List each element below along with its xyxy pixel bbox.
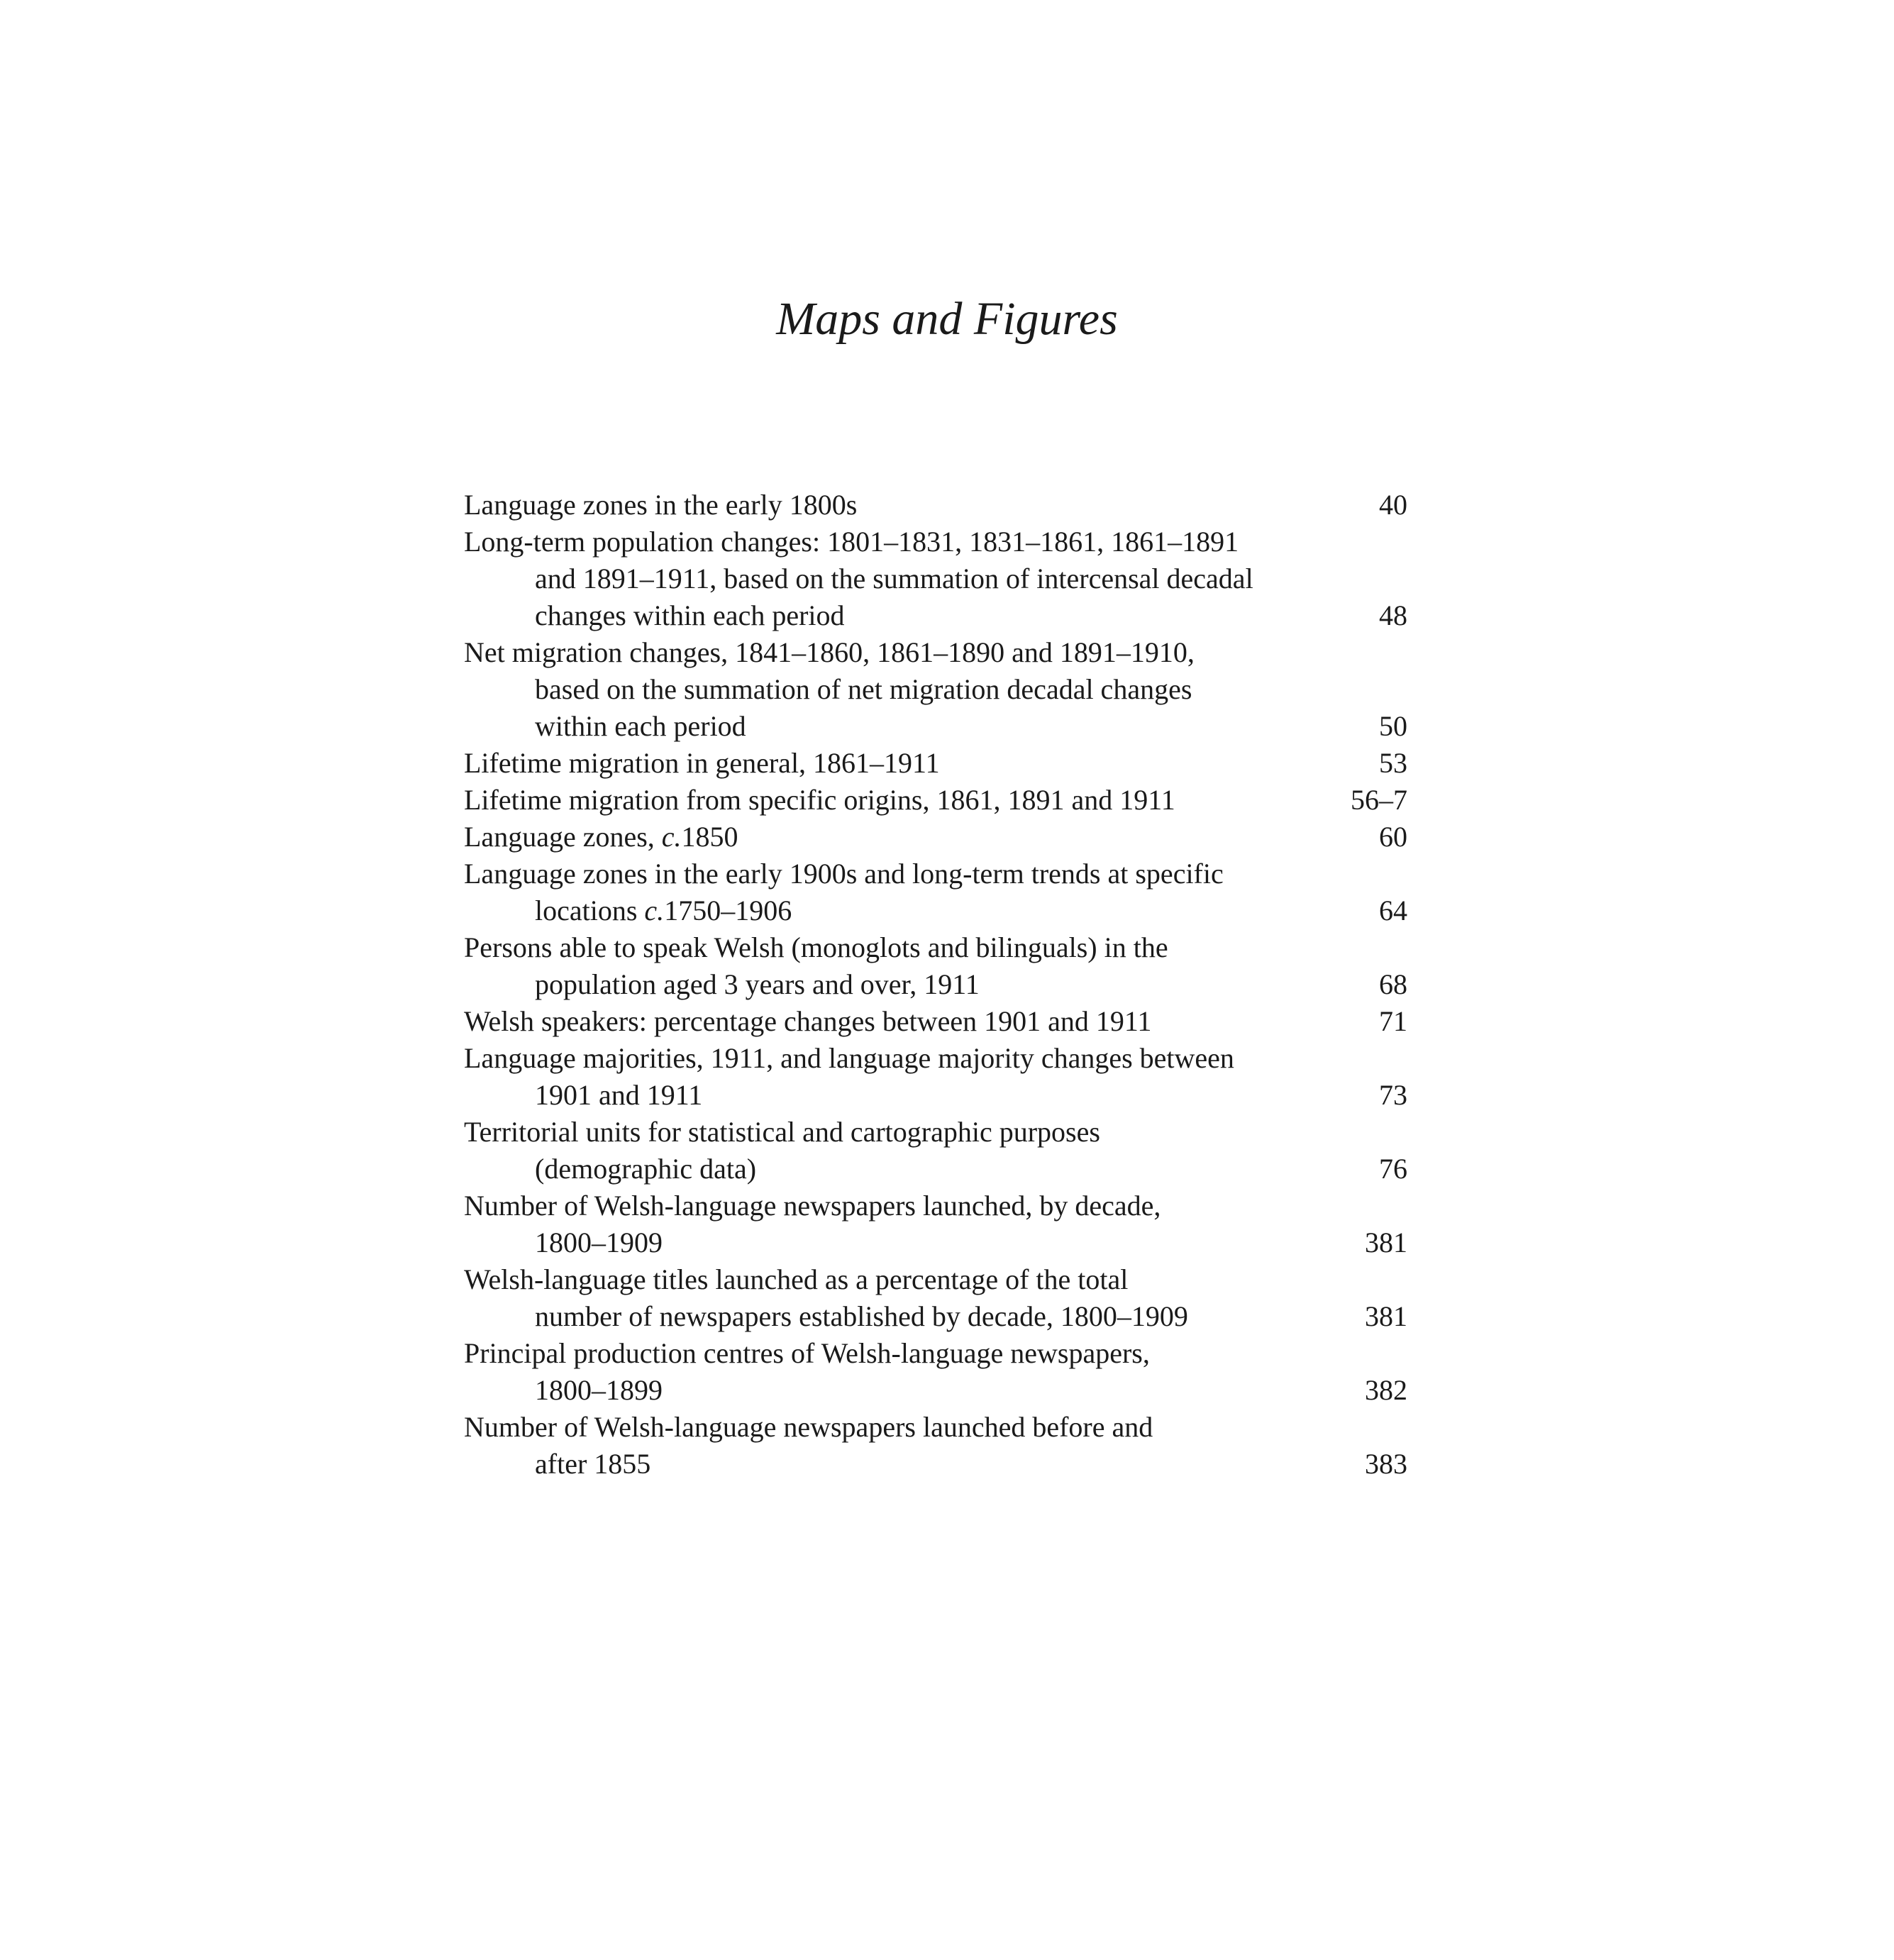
list-item: [464, 1187, 1407, 1261]
entry-title-text: Language majorities, 1911, and language majority changes between: [464, 1042, 1234, 1074]
list-item: [464, 487, 1407, 524]
list-item: [464, 634, 1407, 745]
entry-title-line: [464, 1409, 1315, 1446]
entry-title-text: Welsh speakers: percentage changes between 1901 and 1911: [464, 1005, 1152, 1037]
entry-title-line: [464, 819, 1315, 856]
list-item: [464, 1003, 1407, 1040]
page-number: 60: [1379, 821, 1407, 853]
page-number: 53: [1379, 747, 1407, 779]
entry-title-text: Persons able to speak Welsh (monoglots and bilinguals) in the: [464, 931, 1168, 963]
page-number: 71: [1379, 1005, 1407, 1037]
entry-title-text: 1850: [681, 821, 738, 853]
entry-title-text: Language zones in the early 1900s and long-term trends at specific: [464, 858, 1224, 890]
entry-title-line: [464, 929, 1315, 966]
entry-title-text: Territorial units for statistical and cartographic purposes: [464, 1116, 1100, 1148]
entry-title-line: [464, 782, 1315, 819]
entry-title-line: [464, 634, 1315, 671]
entry-title-text: changes within each period: [535, 599, 845, 631]
entry-title-line: [464, 708, 1315, 745]
entry-title-line: [464, 1003, 1315, 1040]
entry-title-text: 1750–1906: [664, 895, 792, 926]
list-item: [464, 1261, 1407, 1335]
entry-title-text: 1800–1909: [535, 1227, 663, 1258]
entry-title-text: Lifetime migration in general, 1861–1911: [464, 747, 940, 779]
entry-title-text: Number of Welsh-language newspapers launched, by decade,: [464, 1190, 1161, 1222]
entry-title-line: [464, 597, 1315, 634]
page-number: 56–7: [1351, 784, 1407, 816]
entry-title-text: 1901 and 1911: [535, 1079, 703, 1111]
page-number: 383: [1365, 1448, 1407, 1480]
list-item: [464, 1409, 1407, 1483]
page-number: 50: [1379, 710, 1407, 742]
entry-title-text: Lifetime migration from specific origins, 1861, 1891 and 1911: [464, 784, 1175, 816]
list-item: [464, 856, 1407, 929]
entry-title-line: [464, 892, 1315, 929]
page-title: Maps and Figures: [776, 293, 1118, 345]
entry-title-line: [464, 1446, 1315, 1483]
page-number: 68: [1379, 968, 1407, 1000]
entry-title-line: [464, 966, 1315, 1003]
entry-title-text: after 1855: [535, 1448, 651, 1480]
entry-title-line: [464, 671, 1315, 708]
page-number: 64: [1379, 895, 1407, 926]
entry-title-line: [464, 856, 1315, 892]
entry-title-line: [464, 1187, 1315, 1224]
entry-title-line: [464, 487, 1315, 524]
list-item: [464, 1040, 1407, 1114]
entry-title-line: [464, 1335, 1315, 1372]
list-item: [464, 745, 1407, 782]
page-number: 40: [1379, 489, 1407, 521]
entry-title-text: Principal production centres of Welsh-language newspapers,: [464, 1337, 1150, 1369]
entry-title-line: [464, 1151, 1315, 1187]
entry-title-line: [464, 745, 1315, 782]
entry-title-line: [464, 524, 1315, 560]
entry-title-text: 1800–1899: [535, 1374, 663, 1406]
list-item: [464, 929, 1407, 1003]
page-number: 381: [1365, 1300, 1407, 1332]
entry-title-line: [464, 1261, 1315, 1298]
entry-title-text: locations: [535, 895, 645, 926]
list-item: [464, 524, 1407, 634]
entry-title-text: population aged 3 years and over, 1911: [535, 968, 980, 1000]
list-item: [464, 782, 1407, 819]
entry-title-text: based on the summation of net migration decadal changes: [535, 673, 1192, 705]
list-item: [464, 1114, 1407, 1187]
entry-title-line: [464, 1372, 1315, 1409]
page-number: 48: [1379, 599, 1407, 631]
entry-title-line: [464, 560, 1315, 597]
entry-title-line: [464, 1224, 1315, 1261]
page-number: 381: [1365, 1227, 1407, 1258]
entry-title-text: Welsh-language titles launched as a percentage of the total: [464, 1263, 1129, 1295]
entry-title-text: Long-term population changes: 1801–1831, 1831–1861, 1861–1891: [464, 526, 1239, 558]
entry-title-text: within each period: [535, 710, 746, 742]
entry-title-line: [464, 1298, 1315, 1335]
entry-title-line: [464, 1040, 1315, 1077]
entry-title-text: number of newspapers established by decade, 1800–1909: [535, 1300, 1188, 1332]
entry-title-text: Number of Welsh-language newspapers launched before and: [464, 1411, 1153, 1443]
maps-and-figures-list: [464, 487, 1407, 1483]
entry-title-italic: c.: [661, 821, 682, 853]
entry-title-text: and 1891–1911, based on the summation of intercensal decadal: [535, 563, 1253, 594]
list-item: [464, 819, 1407, 856]
list-item: [464, 1335, 1407, 1409]
entry-title-line: [464, 1114, 1315, 1151]
entry-title-text: Language zones,: [464, 821, 662, 853]
entry-title-text: Net migration changes, 1841–1860, 1861–1890 and 1891–1910,: [464, 636, 1195, 668]
page-number: 73: [1379, 1079, 1407, 1111]
page-number: 382: [1365, 1374, 1407, 1406]
entry-title-italic: c.: [644, 895, 665, 926]
page-number: 76: [1379, 1153, 1407, 1185]
entry-title-line: [464, 1077, 1315, 1114]
entry-title-text: (demographic data): [535, 1153, 757, 1185]
entry-title-text: Language zones in the early 1800s: [464, 489, 858, 521]
